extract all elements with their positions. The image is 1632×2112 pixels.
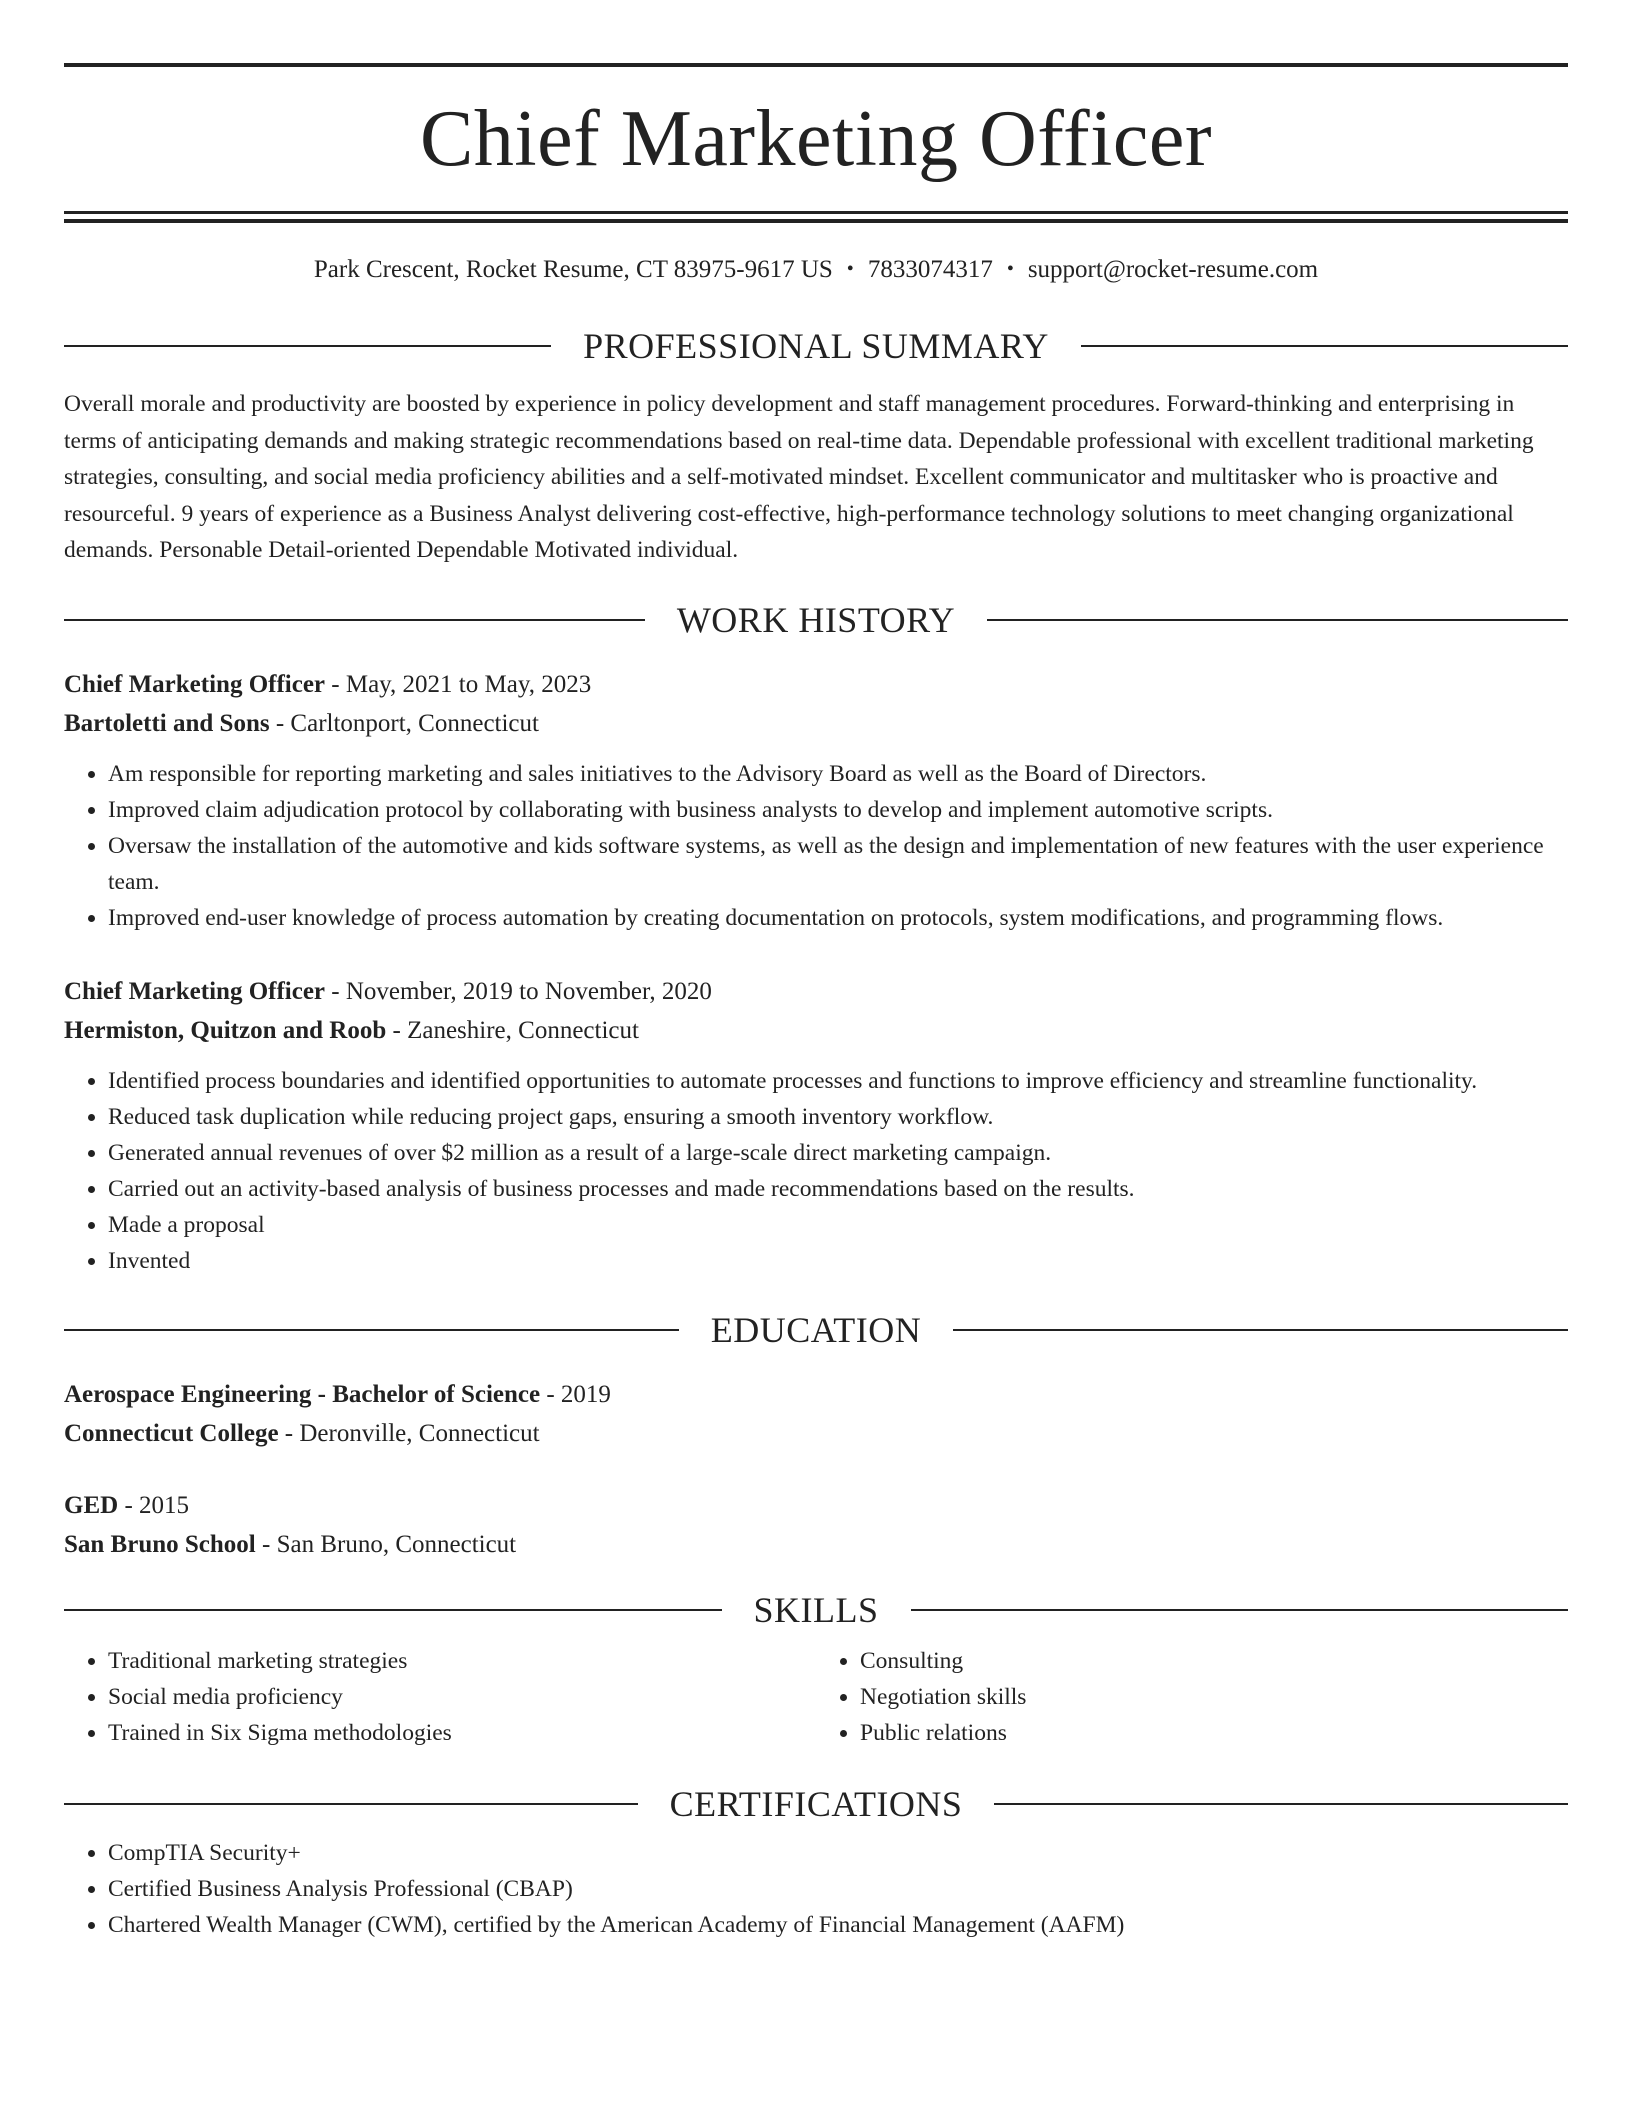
list-item: • Carried out an activity-based analysis of business processes and made recommendations based on the results. (108, 1171, 1568, 1207)
degree-line (64, 1375, 1568, 1414)
section-heading-certifications (64, 1783, 1568, 1824)
job-location: - Carltonport, Connecticut (269, 709, 539, 737)
job-company-line (64, 704, 1568, 743)
certification-item: • Certified Business Analysis Professional (CBAP) (108, 1871, 1568, 1907)
degree: Aerospace Engineering - Bachelor of Science (64, 1380, 541, 1408)
skills-grid (64, 1643, 1568, 1751)
section-title: WORK HISTORY (676, 599, 956, 640)
school-line (64, 1414, 1568, 1453)
job-title: Chief Marketing Officer (64, 670, 326, 698)
contact-phone[interactable]: 7833074317 (867, 256, 993, 283)
job-entry (64, 665, 1568, 936)
skills-column-right (816, 1643, 1568, 1751)
contact-address: Park Crescent, Rocket Resume, CT 83975-9617 US (313, 256, 833, 283)
job-dates: - May, 2021 to May, 2023 (325, 670, 592, 698)
list-item: • Improved claim adjudication protocol by collaborating with business analysts to develop and implement automotive scripts. (108, 792, 1568, 828)
heading-rule (64, 619, 645, 621)
school-location: - San Bruno, Connecticut (255, 1530, 517, 1558)
section-heading-skills (64, 1589, 1568, 1630)
heading-rule (64, 1803, 638, 1805)
education-entry (64, 1375, 1568, 1453)
section-heading-education (64, 1309, 1568, 1350)
job-location: - Zaneshire, Connecticut (386, 1016, 639, 1044)
section-title: PROFESSIONAL SUMMARY (583, 326, 1049, 366)
school-location: - Deronville, Connecticut (278, 1419, 540, 1447)
resume-title: Chief Marketing Officer (420, 95, 1212, 183)
skill-item: • Negotiation skills (860, 1679, 1568, 1715)
heading-rule (64, 345, 551, 347)
skill-item: • Social media proficiency (108, 1679, 816, 1715)
skill-item: • Traditional marketing strategies (108, 1643, 816, 1679)
heading-rule (911, 1609, 1569, 1611)
contact-email[interactable]: support@rocket-resume.com (1027, 256, 1319, 283)
list-item: • Generated annual revenues of over $2 million as a result of a large-scale direct marketing campaign. (108, 1135, 1568, 1171)
education-entry (64, 1486, 1568, 1564)
skills-column-left (64, 1643, 816, 1751)
contact-separator: • (846, 258, 854, 280)
list-item: • Identified process boundaries and identified opportunities to automate processes and functions to improve efficiency and streamline functionality. (108, 1063, 1568, 1099)
certifications-list (64, 1835, 1568, 1943)
certification-item: • Chartered Wealth Manager (CWM), certified by the American Academy of Financial Management (AAFM) (108, 1907, 1568, 1943)
section-title: SKILLS (753, 1589, 879, 1630)
top-rule (64, 63, 1568, 67)
list-item: • Made a proposal (108, 1207, 1568, 1243)
section-heading-summary (64, 328, 1568, 364)
skill-item: • Consulting (860, 1643, 1568, 1679)
list-item: • Improved end-user knowledge of process automation by creating documentation on protocols, system modifications, and programming flows. (108, 900, 1568, 936)
contact-line (64, 257, 1568, 282)
job-company: Hermiston, Quitzon and Roob (64, 1016, 387, 1044)
contact-separator: • (1006, 258, 1014, 280)
school: San Bruno School (64, 1530, 256, 1558)
job-bullets (64, 756, 1568, 936)
job-title-line (64, 665, 1568, 704)
school: Connecticut College (64, 1419, 279, 1447)
summary-text: Overall morale and productivity are boosted by experience in policy development and staff management procedures. Forward-thinking and enterprising in terms of anticipating demands and making strategic recommendations based on real-time data. Dependable professional with excellent traditional marketing strategies, consulting, and social media proficiency abilities and a self-motivated mindset. Excellent communicator and multitasker who is proactive and resourceful. 9 years of experience as a Business Analyst delivering cost-effective, high-performance technology solutions to meet changing organizational demands. Personable Detail-oriented Dependable Motivated individual. (64, 391, 1534, 563)
skill-item: • Trained in Six Sigma methodologies (108, 1715, 816, 1751)
certification-item: • CompTIA Security+ (108, 1835, 1568, 1871)
section-title: CERTIFICATIONS (669, 1783, 963, 1824)
job-company-line (64, 1011, 1568, 1050)
job-entry (64, 972, 1568, 1279)
job-dates: - November, 2019 to November, 2020 (325, 977, 712, 1005)
list-item: • Am responsible for reporting marketing and sales initiatives to the Advisory Board as well as the Board of Directors. (108, 756, 1568, 792)
heading-rule (64, 1609, 722, 1611)
list-item: • Reduced task duplication while reducing project gaps, ensuring a smooth inventory workflow. (108, 1099, 1568, 1135)
school-line (64, 1525, 1568, 1564)
degree-line (64, 1486, 1568, 1525)
heading-rule (994, 1803, 1568, 1805)
job-bullets (64, 1063, 1568, 1279)
list-item: • Oversaw the installation of the automotive and kids software systems, as well as the design and implementation of new features with the user experience team. (108, 828, 1568, 900)
graduation-year: - 2019 (540, 1380, 611, 1408)
skill-item: • Public relations (860, 1715, 1568, 1751)
heading-rule (1081, 345, 1568, 347)
job-company: Bartoletti and Sons (64, 709, 270, 737)
heading-rule (64, 1329, 679, 1331)
graduation-year: - 2015 (118, 1491, 190, 1519)
list-item: • Invented (108, 1243, 1568, 1279)
degree: GED (64, 1491, 119, 1519)
job-title-line (64, 972, 1568, 1011)
heading-rule (953, 1329, 1568, 1331)
heading-rule (987, 619, 1568, 621)
job-title: Chief Marketing Officer (64, 977, 326, 1005)
title-double-rule (64, 211, 1568, 223)
section-heading-work-history (64, 599, 1568, 640)
section-title: EDUCATION (710, 1309, 922, 1350)
